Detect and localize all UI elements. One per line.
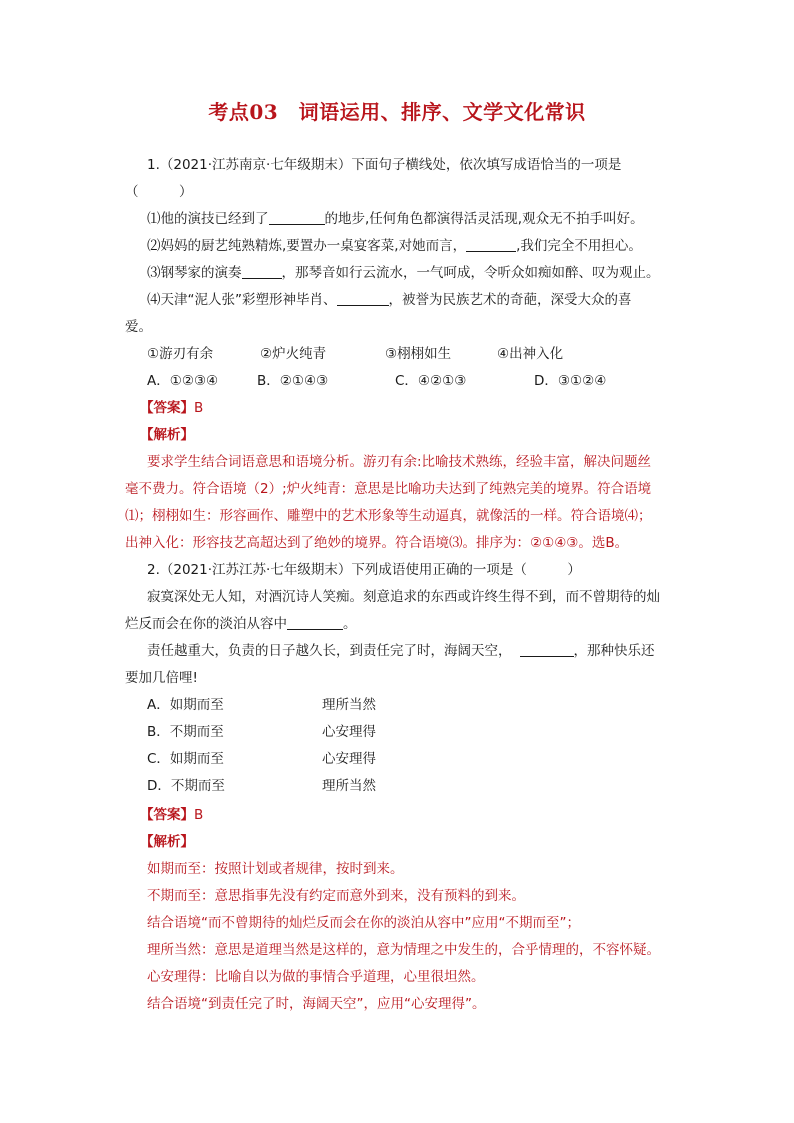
- q2-analysis-line: 结合语境“到责任完了时，海阔天空”，应用“心安理得”。: [147, 996, 486, 1012]
- text: ⑷天津“泥人张”彩塑形神毕肖、: [147, 292, 337, 308]
- text: ，那琴音如行云流水，一气呵成，令听众如痴如醉、叹为观止。: [281, 265, 660, 281]
- q2-analysis-line: 心安理得：比喻自以为做的事情合乎道理，心里很坦然。: [147, 969, 485, 985]
- answer-label: 【答案】: [140, 807, 194, 823]
- text: 。: [343, 616, 357, 632]
- q2-analysis-line: 不期而至：意思指事先没有约定而意外到来，没有预料的到来。: [147, 888, 525, 904]
- q1-sentence-4-cont: 爱。: [125, 319, 152, 335]
- q1-answer: [140, 399, 203, 417]
- q1-analysis-label: 【解析】: [140, 427, 194, 443]
- q1-answer-paren: （ ）: [125, 184, 193, 200]
- q1-analysis-line: 要求学生结合词语意思和语境分析。游刃有余:比喻技术熟练，经验丰富，解决问题丝: [147, 454, 652, 470]
- q2-passage-1: 寂寞深处无人知，对酒沉诗人笑痴。刻意追求的东西或许终生得不到，而不曾期待的灿: [147, 589, 660, 605]
- word-item: ④出神入化: [497, 346, 564, 362]
- option-a[interactable]: A．①②③④: [147, 373, 219, 389]
- option-word-2: 心安理得: [322, 751, 376, 767]
- option-b[interactable]: B．②①④③: [257, 373, 329, 389]
- answer-blank[interactable]: [466, 237, 516, 252]
- q1-analysis-line: 毫不费力。符合语境（2）;炉火纯青：意思是比喻功夫达到了纯熟完美的境界。符合语境: [125, 481, 652, 497]
- option-word-2: 理所当然: [322, 697, 376, 713]
- q2-stem: 2.（2021·江苏江苏·七年级期末）下列成语使用正确的一项是（ ）: [147, 562, 581, 578]
- word-item: ②炉火纯青: [260, 346, 327, 362]
- text: ，被誉为民族艺术的奇葩，深受大众的喜: [388, 292, 632, 308]
- option-word-1: D．不期而至: [147, 778, 225, 794]
- q2-analysis-line: 结合语境“而不曾期待的灿烂反而会在你的淡泊从容中”应用“不期而至”；: [147, 915, 580, 931]
- q2-answer: [140, 806, 203, 824]
- q2-analysis-label: 【解析】: [140, 834, 194, 850]
- text: ⑴他的演技已经到了: [147, 211, 269, 227]
- q1-stem: 1.（2021·江苏南京·七年级期末）下面句子横线处，依次填写成语恰当的一项是: [147, 157, 622, 173]
- option-d[interactable]: D．③①②④: [534, 373, 607, 389]
- text: 责任越重大，负责的日子越久长，到责任完了时，海阔天空，: [147, 643, 512, 659]
- option-word-2: 心安理得: [322, 724, 376, 740]
- text: ，那种快乐还: [573, 643, 655, 659]
- option-word-2: 理所当然: [322, 778, 376, 794]
- text: ⑶钢琴家的演奏: [147, 265, 242, 281]
- q1-sentence-3: [147, 264, 660, 282]
- q2-passage-2-cont: 要加几倍哩!: [125, 670, 198, 686]
- text: 的地步,任何角色都演得活灵活现,观众无不拍手叫好。: [324, 211, 644, 227]
- answer-blank[interactable]: [242, 264, 282, 279]
- word-item: ①游刃有余: [147, 346, 214, 362]
- answer-value: B: [194, 807, 204, 823]
- q1-sentence-4: [147, 291, 632, 309]
- answer-value: B: [194, 400, 204, 416]
- text: ,我们完全不用担心。: [516, 238, 642, 254]
- q1-analysis-line: 出神入化：形容技艺高超达到了绝妙的境界。符合语境⑶。排序为：②①④③。选B。: [125, 535, 629, 551]
- q2-passage-1-cont: [125, 615, 357, 633]
- answer-blank[interactable]: [269, 210, 325, 225]
- answer-blank[interactable]: [520, 642, 574, 657]
- option-word-1: B．不期而至: [147, 724, 224, 740]
- page-title: 考点03 词语运用、排序、文学文化常识: [208, 100, 586, 124]
- option-c[interactable]: C．④②①③: [395, 373, 467, 389]
- option-word-1: A．如期而至: [147, 697, 224, 713]
- option-word-1: C．如期而至: [147, 751, 224, 767]
- q2-passage-2: [147, 642, 655, 660]
- answer-blank[interactable]: [337, 291, 389, 306]
- q2-analysis-line: 如期而至：按照计划或者规律，按时到来。: [147, 861, 404, 877]
- q1-sentence-1: [147, 210, 644, 228]
- answer-label: 【答案】: [140, 400, 194, 416]
- answer-blank[interactable]: [287, 615, 343, 630]
- q1-analysis-line: ⑴；栩栩如生：形容画作、雕塑中的艺术形象等生动逼真，就像活的一样。符合语境⑷；: [125, 508, 652, 524]
- q2-analysis-line: 理所当然：意思是道理当然是这样的，意为情理之中发生的，合乎情理的，不容怀疑。: [147, 942, 660, 958]
- text: ⑵妈妈的厨艺纯熟精炼,要置办一桌宴客菜,对她而言，: [147, 238, 467, 254]
- word-item: ③栩栩如生: [385, 346, 452, 362]
- text: 烂反而会在你的淡泊从容中: [125, 616, 287, 632]
- q1-sentence-2: [147, 237, 642, 255]
